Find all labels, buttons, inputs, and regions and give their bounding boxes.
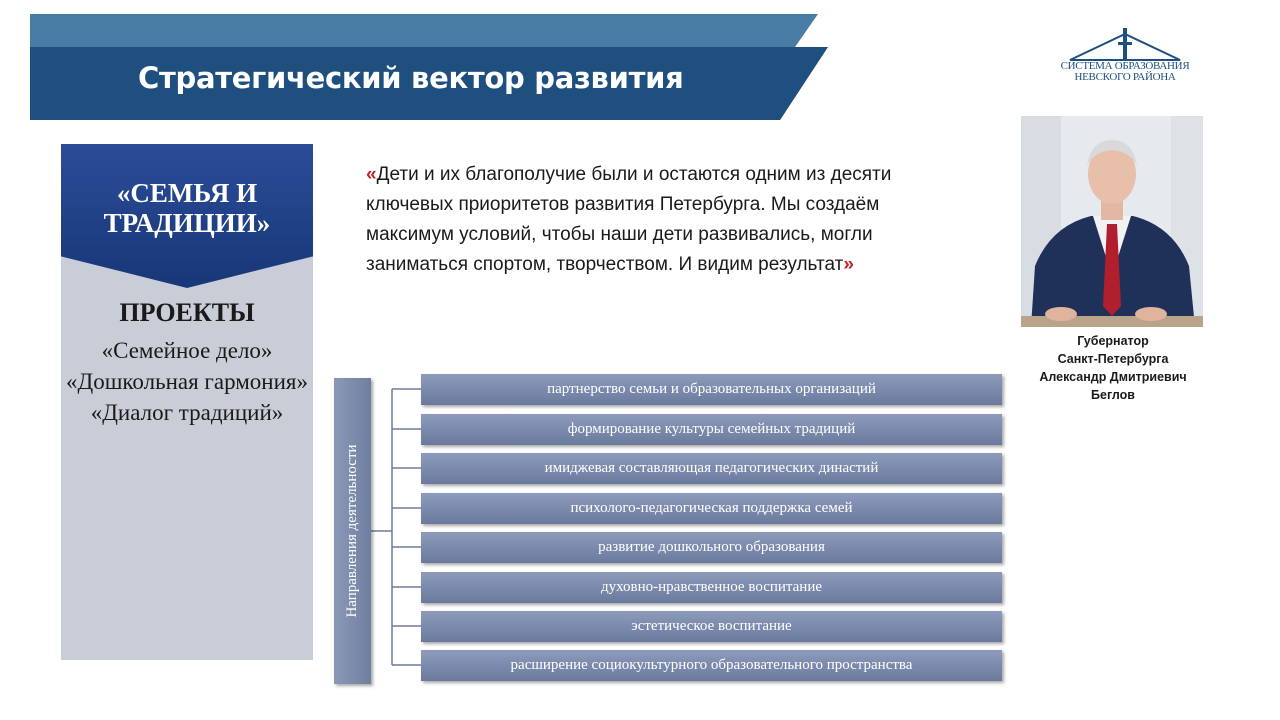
logo-text-line-2: НЕВСКОГО РАЙОНА: [1074, 71, 1176, 83]
caption-line-2: Санкт-Петербурга: [1057, 352, 1169, 366]
caption-line-4: Беглов: [1091, 388, 1135, 402]
direction-item: расширение социокультурного образовательного пространства: [421, 650, 1002, 681]
quote-open-mark: «: [366, 164, 377, 185]
direction-item: эстетическое воспитание: [421, 611, 1002, 642]
quote-text: Дети и их благополучие были и остаются одним из десяти ключевых приоритетов развития Петербурга. Мы создаём максимум условий, чтобы наши дети развивались, могли заниматься спортом, творчеством. И видим результат: [366, 164, 892, 275]
direction-item: формирование культуры семейных традиций: [421, 414, 1002, 445]
caption-line-1: Губернатор: [1077, 334, 1149, 348]
project-item: «Диалог традиций»: [90, 400, 284, 425]
direction-item: имиджевая составляющая педагогических династий: [421, 453, 1002, 484]
directions-label: Направления деятельности: [344, 444, 360, 618]
project-item: «Семейное дело»: [101, 338, 273, 363]
direction-item: партнерство семьи и образовательных организаций: [421, 374, 1002, 405]
caption-line-3: Александр Дмитриевич: [1039, 370, 1187, 384]
direction-item: психолого-педагогическая поддержка семей: [421, 493, 1002, 524]
logo-text-line-1: СИСТЕМА ОБРАЗОВАНИЯ: [1060, 60, 1190, 72]
direction-item: духовно-нравственное воспитание: [421, 572, 1002, 603]
projects-heading: ПРОЕКТЫ: [119, 298, 255, 327]
panel-title-line-2: ТРАДИЦИИ»: [103, 208, 271, 238]
project-item: «Дошкольная гармония»: [66, 369, 308, 394]
direction-item: развитие дошкольного образования: [421, 532, 1002, 563]
slide-title: Стратегический вектор развития: [138, 61, 684, 95]
quote-close-mark: »: [843, 254, 854, 275]
directions-label-box: [334, 378, 371, 684]
panel-title-line-1: «СЕМЬЯ И: [116, 178, 258, 208]
